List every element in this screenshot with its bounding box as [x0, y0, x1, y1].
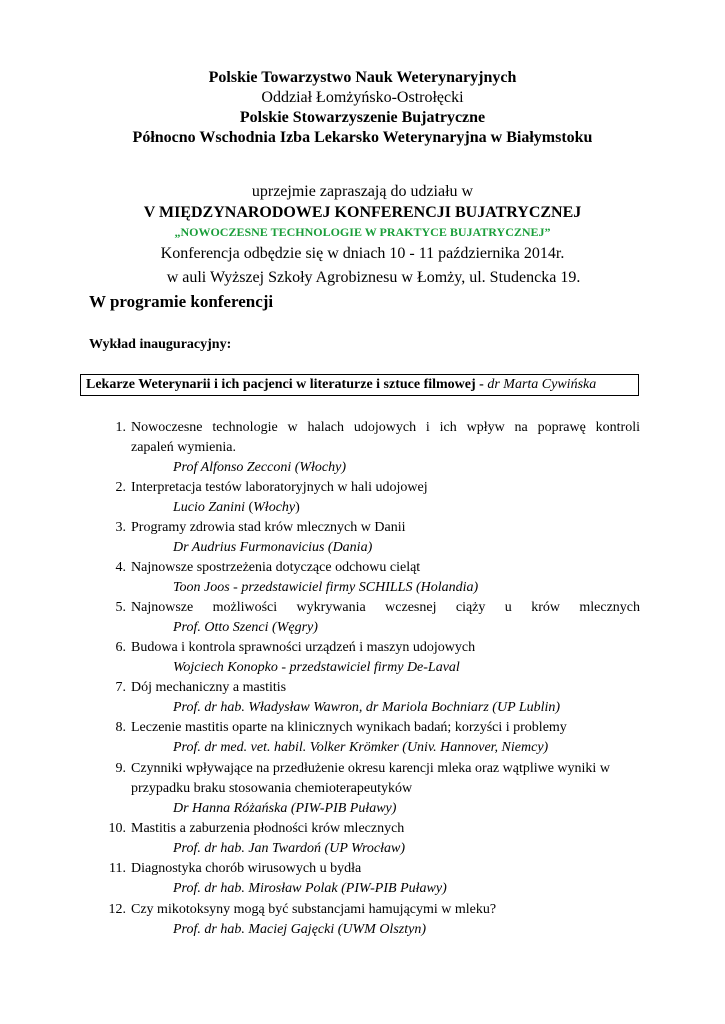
program-heading: W programie konferencji: [89, 292, 274, 311]
lecture-speaker: Wojciech Konopko - przedstawiciel firmy De-Laval: [173, 660, 460, 675]
item-number: 10.: [108, 821, 126, 836]
conference-dates: Konferencja odbędzie się w dniach 10 - 11 października 2014r.: [160, 245, 565, 262]
item-number: 6.: [115, 640, 126, 655]
lecture-speaker: Prof. dr hab. Maciej Gajęcki (UWM Olsztyn): [173, 922, 426, 937]
lecture-title: Diagnostyka chorób wirusowych u bydła: [131, 861, 362, 876]
lecture-title: Programy zdrowia stad krów mlecznych w Danii: [131, 520, 406, 535]
lecture-speaker: Prof. dr hab. Jan Twardoń (UP Wrocław): [173, 841, 406, 856]
lecture-title: Nowoczesne technologie w halach udojowych i ich wpływ na poprawę kontroli: [131, 420, 640, 435]
item-number: 2.: [115, 480, 126, 495]
item-number: 1.: [115, 420, 126, 435]
item-number: 5.: [115, 600, 126, 615]
inaugural-lecture-box: [80, 374, 639, 396]
org-title-ptnw: Polskie Towarzystwo Nauk Weterynaryjnych: [208, 69, 517, 86]
conference-venue: w auli Wyższej Szkoły Agrobiznesu w Łomży, ul. Studencka 19.: [166, 269, 581, 286]
item-number: 11.: [109, 861, 126, 876]
lecture-speaker: Dr Hanna Różańska (PIW-PIB Puławy): [173, 801, 397, 816]
org-title-psb: Polskie Stowarzyszenie Bujatryczne: [239, 109, 486, 126]
inaugural-label: Wykład inauguracyjny:: [89, 337, 232, 352]
item-number: 9.: [115, 761, 126, 776]
lecture-title: Najnowsze spostrzeżenia dotyczące odchowu cieląt: [131, 560, 421, 575]
lecture-title: Czynniki wpływające na przedłużenie okresu karencji mleka oraz wątpliwe wyniki w: [131, 761, 610, 776]
lecture-title: Leczenie mastitis oparte na klinicznych wynikach badań; korzyści i problemy: [131, 720, 567, 735]
lecture-title: Najnowsze możliwości wykrywania wczesnej ciąży u krów mlecznych: [131, 600, 640, 615]
lecture-speaker: Dr Audrius Furmonavicius (Dania): [173, 540, 373, 555]
conference-title: V MIĘDZYNARODOWEJ KONFERENCJI BUJATRYCZNEJ: [143, 204, 582, 221]
item-number: 8.: [115, 720, 126, 735]
lecture-speaker: Lucio Zanini (Włochy): [173, 500, 300, 515]
lecture-speaker: Prof. dr med. vet. habil. Volker Krömker (Univ. Hannover, Niemcy): [173, 740, 549, 755]
item-number: 3.: [115, 520, 126, 535]
lecture-title: Budowa i kontrola sprawności urządzeń i maszyn udojowych: [131, 640, 476, 655]
lecture-title-cont: przypadku braku stosowania chemioterapeutyków: [131, 781, 413, 796]
item-number: 12.: [108, 902, 126, 917]
lecture-speaker: Toon Joos - przedstawiciel firmy SCHILLS (Holandia): [173, 580, 479, 595]
org-title-izba: Północno Wschodnia Izba Lekarsko Weterynaryjna w Białymstoku: [132, 129, 593, 146]
inaugural-lecture-title: Lekarze Weterynarii i ich pacjenci w literaturze i sztuce filmowej -: [86, 377, 488, 392]
item-number: 4.: [115, 560, 126, 575]
lecture-speaker: Prof. Otto Szenci (Węgry): [173, 620, 318, 635]
lecture-speaker: Prof. dr hab. Władysław Wawron, dr Mariola Bochniarz (UP Lublin): [173, 700, 561, 715]
item-number: 7.: [115, 680, 126, 695]
invitation-intro: uprzejmie zapraszają do udziału w: [251, 183, 474, 200]
conference-theme: „NOWOCZESNE TECHNOLOGIE W PRAKTYCE BUJATRYCZNEJ”: [174, 225, 551, 239]
org-branch: Oddział Łomżyńsko-Ostrołęcki: [261, 89, 464, 106]
lecture-title: Interpretacja testów laboratoryjnych w hali udojowej: [131, 480, 428, 495]
inaugural-lecture-speaker: dr Marta Cywińska: [487, 377, 597, 392]
lecture-title: Dój mechaniczny a mastitis: [131, 680, 287, 695]
lecture-title-cont: zapaleń wymienia.: [131, 440, 236, 455]
lecture-speaker: Prof Alfonso Zecconi (Włochy): [173, 460, 347, 475]
lecture-title: Czy mikotoksyny mogą być substancjami hamującymi w mleku?: [131, 902, 497, 917]
lecture-speaker: Prof. dr hab. Mirosław Polak (PIW-PIB Puławy): [173, 881, 447, 896]
lecture-title: Mastitis a zaburzenia płodności krów mlecznych: [131, 821, 405, 836]
